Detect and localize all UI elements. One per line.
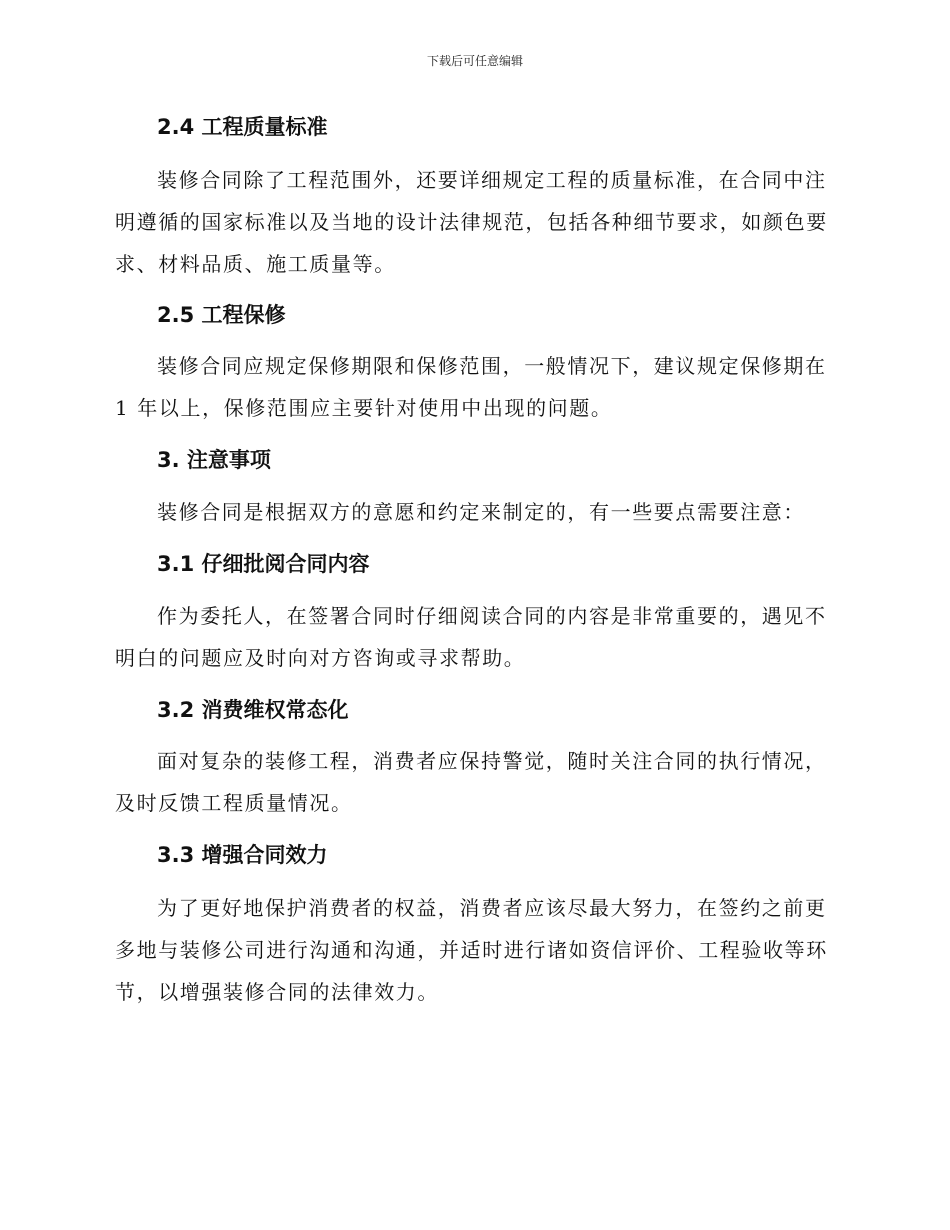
section-heading: 2.4 工程质量标准 bbox=[157, 115, 328, 139]
paragraph bbox=[115, 159, 830, 285]
section-heading: 3. 注意事项 bbox=[157, 448, 271, 472]
paragraph-line: 多地与装修公司进行沟通和沟通，并适时进行诸如资信评价、工程验收等环 bbox=[115, 938, 828, 962]
paragraph-line: 装修合同是根据双方的意愿和约定来制定的，有一些要点需要注意： bbox=[157, 500, 805, 524]
paragraph bbox=[115, 887, 830, 1013]
paragraph bbox=[115, 491, 830, 533]
paragraph-line: 为了更好地保护消费者的权益，消费者应该尽最大努力，在签约之前更 bbox=[157, 896, 827, 920]
paragraph-line: 明遵循的国家标准以及当地的设计法律规范，包括各种细节要求，如颜色要 bbox=[115, 210, 828, 234]
section-heading: 2.5 工程保修 bbox=[157, 303, 286, 327]
paragraph bbox=[115, 595, 830, 679]
paragraph-line: 求、材料品质、施工质量等。 bbox=[115, 252, 396, 276]
paragraph-line: 节，以增强装修合同的法律效力。 bbox=[115, 980, 439, 1004]
paragraph-line: 1 年以上，保修范围应主要针对使用中出现的问题。 bbox=[115, 396, 613, 420]
paragraph bbox=[115, 740, 830, 824]
section-heading: 3.2 消费维权常态化 bbox=[157, 698, 349, 722]
paragraph bbox=[115, 345, 830, 429]
paragraph-line: 及时反馈工程质量情况。 bbox=[115, 791, 353, 815]
page-header: 下载后可任意编辑 bbox=[426, 54, 523, 68]
paragraph-line: 明白的问题应及时向对方咨询或寻求帮助。 bbox=[115, 646, 526, 670]
paragraph-line: 作为委托人，在签署合同时仔细阅读合同的内容是非常重要的，遇见不 bbox=[157, 604, 827, 628]
paragraph-line: 装修合同应规定保修期限和保修范围，一般情况下，建议规定保修期在 bbox=[157, 354, 827, 378]
paragraph-line: 面对复杂的装修工程，消费者应保持警觉，随时关注合同的执行情况， bbox=[157, 749, 827, 773]
section-heading: 3.1 仔细批阅合同内容 bbox=[157, 552, 370, 576]
section-heading: 3.3 增强合同效力 bbox=[157, 843, 328, 867]
paragraph-line: 装修合同除了工程范围外，还要详细规定工程的质量标准，在合同中注 bbox=[157, 168, 827, 192]
